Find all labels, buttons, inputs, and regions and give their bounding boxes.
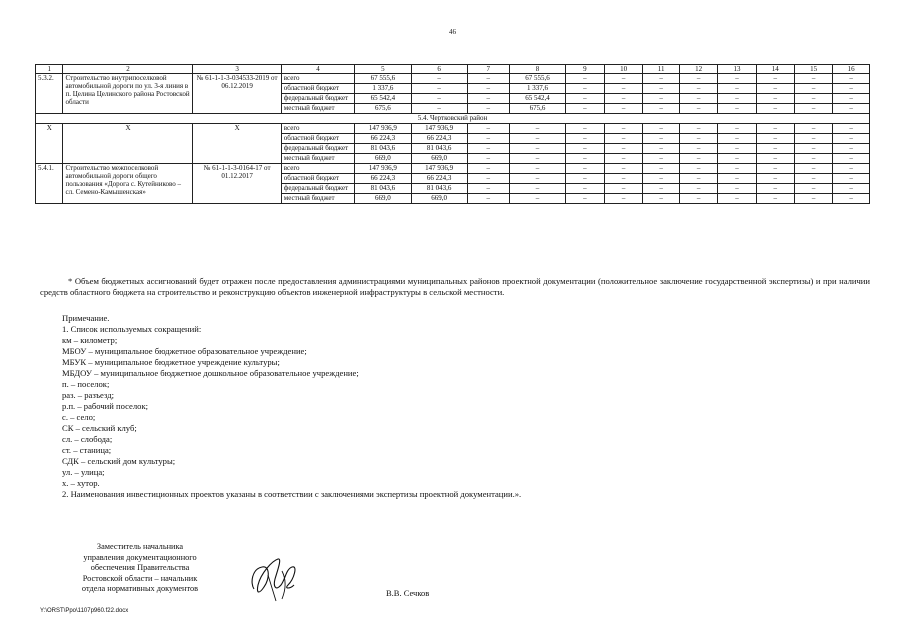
table-cell: – bbox=[756, 134, 794, 144]
table-cell: – bbox=[467, 124, 509, 134]
table-cell: – bbox=[679, 184, 717, 194]
table-cell: – bbox=[718, 134, 756, 144]
table-cell: – bbox=[411, 84, 467, 94]
table-cell: – bbox=[833, 94, 870, 104]
table-cell: – bbox=[833, 144, 870, 154]
note-line: Примечание. bbox=[62, 313, 110, 323]
column-header: 7 bbox=[467, 65, 509, 74]
table-cell: – bbox=[833, 104, 870, 114]
table-cell: 66 224,3 bbox=[355, 174, 412, 184]
table-cell: – bbox=[794, 144, 832, 154]
table-cell: – bbox=[718, 164, 756, 174]
table-cell: – bbox=[643, 94, 680, 104]
table-cell: – bbox=[565, 84, 604, 94]
table-cell: – bbox=[679, 164, 717, 174]
table-cell: – bbox=[605, 74, 643, 84]
table-cell: – bbox=[756, 184, 794, 194]
table-cell: 669,0 bbox=[411, 154, 467, 164]
note-line: ул. – улица; bbox=[62, 467, 105, 477]
table-cell: – bbox=[679, 154, 717, 164]
item-number: Х bbox=[36, 124, 63, 164]
item-document: Х bbox=[193, 124, 281, 164]
table-cell: – bbox=[643, 154, 680, 164]
table-cell: – bbox=[467, 194, 509, 204]
table-cell: – bbox=[679, 74, 717, 84]
budget-category: областной бюджет bbox=[281, 134, 354, 144]
table-row bbox=[36, 74, 870, 84]
table-cell: – bbox=[794, 164, 832, 174]
budget-category: всего bbox=[281, 124, 354, 134]
note-line: раз. – разъезд; bbox=[62, 390, 114, 400]
column-header: 10 bbox=[605, 65, 643, 74]
table-cell: 81 043,6 bbox=[355, 184, 412, 194]
budget-category: федеральный бюджет bbox=[281, 144, 354, 154]
note-line: 1. Список используемых сокращений: bbox=[62, 324, 202, 334]
column-header: 8 bbox=[510, 65, 566, 74]
table-cell: – bbox=[467, 184, 509, 194]
note-line: МБУК – муниципальное бюджетное учреждение культуры; bbox=[62, 357, 280, 367]
table-cell: 147 936,9 bbox=[411, 164, 467, 174]
column-header: 3 bbox=[193, 65, 281, 74]
signer-title-line: Ростовской области – начальник bbox=[82, 573, 198, 583]
table-cell: 65 542,4 bbox=[510, 94, 566, 104]
table-cell: – bbox=[565, 164, 604, 174]
table-cell: – bbox=[467, 104, 509, 114]
page-number: 46 bbox=[449, 28, 456, 36]
column-header: 2 bbox=[63, 65, 193, 74]
budget-category: местный бюджет bbox=[281, 194, 354, 204]
table-cell: – bbox=[718, 194, 756, 204]
table-cell: 147 936,9 bbox=[355, 164, 412, 174]
item-document: № 61-1-1-3-034533-2019 от 06.12.2019 bbox=[193, 74, 281, 114]
table-cell: – bbox=[679, 134, 717, 144]
note-line: ст. – станица; bbox=[62, 445, 112, 455]
table-cell: – bbox=[510, 194, 566, 204]
table-cell: – bbox=[718, 154, 756, 164]
table-cell: – bbox=[718, 124, 756, 134]
handwritten-signature bbox=[248, 555, 308, 607]
budget-category: всего bbox=[281, 74, 354, 84]
table-cell: 669,0 bbox=[411, 194, 467, 204]
table-cell: – bbox=[467, 134, 509, 144]
table-cell: – bbox=[643, 134, 680, 144]
column-header: 5 bbox=[355, 65, 412, 74]
table-cell: 66 224,3 bbox=[411, 134, 467, 144]
table-cell: – bbox=[510, 164, 566, 174]
table-cell: – bbox=[679, 94, 717, 104]
table-cell: – bbox=[605, 184, 643, 194]
table-cell: 67 555,6 bbox=[510, 74, 566, 84]
table-cell: – bbox=[510, 174, 566, 184]
table-cell: 669,0 bbox=[355, 154, 412, 164]
table-cell: – bbox=[605, 104, 643, 114]
header-row bbox=[36, 65, 870, 74]
note-line: сл. – слобода; bbox=[62, 434, 113, 444]
table-cell: – bbox=[718, 144, 756, 154]
item-number: 5.4.1. bbox=[36, 164, 63, 204]
budget-category: федеральный бюджет bbox=[281, 184, 354, 194]
table-cell: – bbox=[565, 94, 604, 104]
table-cell: – bbox=[794, 104, 832, 114]
table-cell: – bbox=[643, 144, 680, 154]
table-cell: 81 043,6 bbox=[355, 144, 412, 154]
table-cell: – bbox=[833, 174, 870, 184]
note-line: СДК – сельский дом культуры; bbox=[62, 456, 176, 466]
table-cell: – bbox=[756, 174, 794, 184]
table-cell: – bbox=[643, 104, 680, 114]
table-cell: – bbox=[718, 174, 756, 184]
table-cell: – bbox=[411, 94, 467, 104]
table-cell: – bbox=[565, 184, 604, 194]
note-line: км – километр; bbox=[62, 335, 118, 345]
column-header: 15 bbox=[794, 65, 832, 74]
column-header: 9 bbox=[565, 65, 604, 74]
table-cell: – bbox=[756, 84, 794, 94]
item-document: № 61-1-1-3-0164-17 от 01.12.2017 bbox=[193, 164, 281, 204]
note-line: МБОУ – муниципальное бюджетное образовательное учреждение; bbox=[62, 346, 307, 356]
table-cell: – bbox=[467, 144, 509, 154]
table-cell: – bbox=[718, 84, 756, 94]
column-header: 16 bbox=[833, 65, 870, 74]
budget-category: местный бюджет bbox=[281, 104, 354, 114]
table-cell: – bbox=[833, 84, 870, 94]
table-cell: – bbox=[833, 74, 870, 84]
note-line: СК – сельский клуб; bbox=[62, 423, 137, 433]
table-cell: – bbox=[756, 164, 794, 174]
table-cell: – bbox=[643, 74, 680, 84]
table-cell: – bbox=[605, 84, 643, 94]
table-cell: – bbox=[643, 184, 680, 194]
item-name: Строительство межпоселковой автомобильной дороги общего пользования «Дорога с. Кутейниково – сл. Семено-Камышенская» bbox=[63, 164, 193, 204]
table-cell: 1 337,6 bbox=[355, 84, 412, 94]
table-cell: – bbox=[756, 94, 794, 104]
table-cell: – bbox=[467, 84, 509, 94]
table-cell: – bbox=[794, 74, 832, 84]
note-line: р.п. – рабочий поселок; bbox=[62, 401, 149, 411]
table-cell: – bbox=[794, 174, 832, 184]
column-header: 11 bbox=[643, 65, 680, 74]
table-cell: – bbox=[718, 104, 756, 114]
table-cell: 81 043,6 bbox=[411, 184, 467, 194]
signer-title-line: управления документационного bbox=[83, 552, 197, 562]
note-line: 2. Наименования инвестиционных проектов указаны в соответствии с заключениями экспертизы проектной документации.». bbox=[62, 489, 522, 499]
budget-table bbox=[35, 64, 870, 204]
table-cell: 669,0 bbox=[355, 194, 412, 204]
table-cell: – bbox=[679, 104, 717, 114]
budget-category: областной бюджет bbox=[281, 174, 354, 184]
column-header: 6 bbox=[411, 65, 467, 74]
table-cell: – bbox=[605, 164, 643, 174]
table-cell: – bbox=[565, 134, 604, 144]
table-cell: – bbox=[467, 94, 509, 104]
table-cell: – bbox=[643, 84, 680, 94]
table-cell: – bbox=[643, 194, 680, 204]
table-cell: – bbox=[794, 124, 832, 134]
table-cell: – bbox=[718, 74, 756, 84]
table-cell: – bbox=[605, 134, 643, 144]
table-cell: – bbox=[605, 154, 643, 164]
table-cell: – bbox=[756, 74, 794, 84]
note-line: с. – село; bbox=[62, 412, 96, 422]
table-row bbox=[36, 164, 870, 174]
table-cell: – bbox=[565, 124, 604, 134]
signer-title-line: отдела нормативных документов bbox=[81, 584, 199, 594]
table-cell: – bbox=[679, 174, 717, 184]
table-cell: – bbox=[510, 144, 566, 154]
table-cell: – bbox=[411, 104, 467, 114]
table-cell: – bbox=[833, 154, 870, 164]
section-row bbox=[36, 114, 870, 124]
table-cell: 67 555,6 bbox=[355, 74, 412, 84]
column-header: 1 bbox=[36, 65, 63, 74]
table-cell: – bbox=[794, 184, 832, 194]
table-cell: 147 936,9 bbox=[411, 124, 467, 134]
table-cell: – bbox=[756, 144, 794, 154]
column-header: 13 bbox=[718, 65, 756, 74]
table-cell: – bbox=[833, 184, 870, 194]
table-cell: – bbox=[565, 104, 604, 114]
table-cell: – bbox=[833, 134, 870, 144]
signer-title bbox=[40, 542, 240, 595]
item-name: Х bbox=[63, 124, 193, 164]
table-cell: – bbox=[833, 164, 870, 174]
table-cell: – bbox=[565, 194, 604, 204]
table-cell: – bbox=[467, 74, 509, 84]
item-name: Строительство внутрипоселковой автомобильной дороги по ул. 3-я линия в п. Целина Целинского района Ростовской области bbox=[63, 74, 193, 114]
table-cell: – bbox=[643, 164, 680, 174]
table-cell: – bbox=[565, 174, 604, 184]
notes-list bbox=[62, 313, 521, 500]
table-cell: – bbox=[756, 154, 794, 164]
table-cell: 1 337,6 bbox=[510, 84, 566, 94]
section-title: 5.4. Чертковский район bbox=[36, 114, 870, 124]
item-number: 5.3.2. bbox=[36, 74, 63, 114]
budget-category: федеральный бюджет bbox=[281, 94, 354, 104]
table-cell: – bbox=[756, 194, 794, 204]
table-cell: – bbox=[510, 124, 566, 134]
footnote: * Объем бюджетных ассигнований будет отражен после предоставления администрациями муниципальных районов проектной документации (положительное заключение государственной экспертизы) и при наличии средств областного бюджета на строительство и реконструкцию объектов инженерной инфраструктуры в сельской местности. bbox=[40, 276, 870, 297]
table-cell: – bbox=[605, 144, 643, 154]
table-cell: – bbox=[605, 194, 643, 204]
table-cell: – bbox=[605, 174, 643, 184]
table-cell: – bbox=[794, 94, 832, 104]
table-cell: – bbox=[794, 84, 832, 94]
table-cell: – bbox=[467, 164, 509, 174]
table-cell: 65 542,4 bbox=[355, 94, 412, 104]
table-cell: – bbox=[605, 94, 643, 104]
table-cell: – bbox=[510, 184, 566, 194]
signer-title-line: обеспечения Правительства bbox=[90, 563, 190, 573]
column-header: 14 bbox=[756, 65, 794, 74]
table-cell: – bbox=[794, 134, 832, 144]
note-line: х. – хутор. bbox=[62, 478, 100, 488]
table-cell: – bbox=[565, 74, 604, 84]
signer-title-line: Заместитель начальника bbox=[96, 542, 184, 551]
table-cell: – bbox=[833, 124, 870, 134]
budget-category: всего bbox=[281, 164, 354, 174]
column-header: 4 bbox=[281, 65, 354, 74]
table-cell: – bbox=[833, 194, 870, 204]
table-cell: – bbox=[794, 154, 832, 164]
budget-category: областной бюджет bbox=[281, 84, 354, 94]
table-cell: 675,6 bbox=[510, 104, 566, 114]
table-cell: 675,6 bbox=[355, 104, 412, 114]
signer-name: В.В. Сечков bbox=[386, 588, 430, 598]
table-cell: – bbox=[565, 144, 604, 154]
table-cell: 81 043,6 bbox=[411, 144, 467, 154]
table-cell: – bbox=[467, 174, 509, 184]
table-cell: – bbox=[467, 154, 509, 164]
note-line: МБДОУ – муниципальное бюджетное дошкольное образовательное учреждение; bbox=[62, 368, 359, 378]
file-path: Y:\ORST\Ppo\1107p960.f22.docx bbox=[40, 608, 129, 614]
table-cell: – bbox=[718, 184, 756, 194]
table-cell: – bbox=[411, 74, 467, 84]
table-cell: – bbox=[679, 84, 717, 94]
table-cell: 66 224,3 bbox=[355, 134, 412, 144]
column-header: 12 bbox=[679, 65, 717, 74]
table-cell: – bbox=[643, 124, 680, 134]
table-cell: – bbox=[756, 104, 794, 114]
table-cell: – bbox=[643, 174, 680, 184]
table-cell: – bbox=[794, 194, 832, 204]
table-cell: – bbox=[565, 154, 604, 164]
table-row bbox=[36, 124, 870, 134]
table-cell: – bbox=[679, 124, 717, 134]
table-cell: – bbox=[510, 154, 566, 164]
table-cell: – bbox=[605, 124, 643, 134]
table-cell: 66 224,3 bbox=[411, 174, 467, 184]
table-cell: – bbox=[679, 194, 717, 204]
table-cell: – bbox=[510, 134, 566, 144]
table-cell: – bbox=[756, 124, 794, 134]
table-cell: – bbox=[679, 144, 717, 154]
table-cell: 147 936,9 bbox=[355, 124, 412, 134]
table-cell: – bbox=[718, 94, 756, 104]
note-line: п. – поселок; bbox=[62, 379, 110, 389]
budget-category: местный бюджет bbox=[281, 154, 354, 164]
